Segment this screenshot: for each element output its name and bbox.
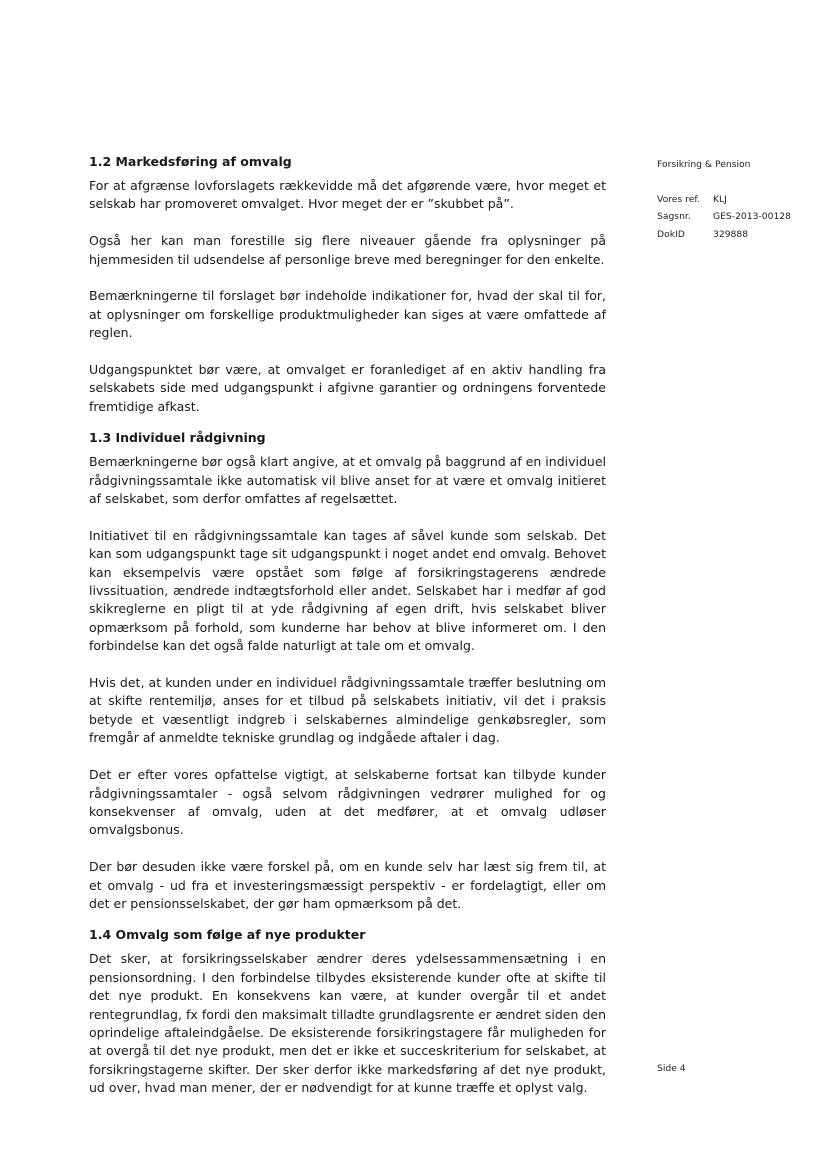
paragraph: Hvis det, at kunden under en individuel rådgivningssamtale træffer beslutning om at skifte rentemiljø, anses for et tilbud på selskabets initiativ, vil det i praksis betyde et væsentligt indgreb i selskabernes almindelige genkøbsregler, som fremgår af anmeldte tekniske grundlag og indgåede aftaler i dag. [89, 675, 606, 746]
paragraph: Udgangspunktet bør være, at omvalget er foranlediget af en aktiv handling fra selskabets side med udgangspunkt i afgivne garantier og ordningens forventede fremtidige afkast. [89, 362, 606, 414]
meta-row-doc-id [657, 226, 817, 244]
page-number: Side 4 [657, 1063, 686, 1074]
section-markedsfoering [89, 152, 606, 416]
meta-value: 329888 [713, 228, 749, 240]
document-meta-sidebar [657, 156, 817, 243]
section-heading: 1.3 Individuel rådgivning [89, 430, 266, 446]
paragraph: Det er efter vores opfattelse vigtigt, at selskaberne fortsat kan tilbyde kunder rådgivningssamtaler - også selvom rådgivningen vedrører mulighed for og konsekvenser af omvalg, uden at det medfører, at et omvalg udløser omvalgsbonus. [89, 767, 606, 838]
document-body [89, 152, 606, 1098]
section-heading: 1.4 Omvalg som følge af nye produkter [89, 927, 366, 943]
paragraph: Initiativet til en rådgivningssamtale kan tages af såvel kunde som selskab. Det kan som udgangspunkt tage sit udgangspunkt i noget andet end omvalg. Behovet kan eksempelvis være opstået som følge af forsikringstagerens ændrede livssituation, ændrede indtægtsforhold eller andet. Selskabet har i medfør af god skikreglerne en pligt til at yde rådgivning af egen drift, hvis selskabet bliver opmærksom på forhold, som kunderne har behov at blive informeret om. I den forbindelse kan det også falde naturligt at tale om et omvalg. [89, 527, 606, 654]
meta-value: KLJ [713, 193, 727, 205]
paragraph: Også her kan man forestille sig flere niveauer gående fra oplysninger på hjemmesiden til udsendelse af personlige breve med beregninger for den enkelte. [89, 233, 606, 267]
company-name: Forsikring & Pension [657, 159, 751, 170]
meta-row-case-number [657, 208, 817, 226]
paragraph: For at afgrænse lovforslagets rækkevidde må det afgørende være, hvor meget et selskab har promoveret omvalget. Hvor meget der er ”skubbet på”. [89, 178, 606, 212]
paragraph: Det sker, at forsikringsselskaber ændrer deres ydelsessammensætning i en pensionsordning. I den forbindelse tilbydes eksisterende kunder ofte at skifte til det nye produkt. En konsekvens kan være, at kunder overgår til et andet rentegrundlag, fx fordi den maksimalt tilladte grundlagsrente er ændret siden den oprindelige aftaleindgåelse. De eksisterende forsikringstagere får muligheden for at overgå til det nye produkt, men det er ikke et succeskriterium for selskabet, at forsikringstagerne skifter. Der sker derfor ikke markedsføring af det nye produkt, ud over, hvad man mener, der er nødvendigt for at kunne træffe et oplyst valg. [89, 951, 606, 1096]
section-heading: 1.2 Markedsføring af omvalg [89, 154, 292, 169]
meta-key: Vores ref. [657, 193, 700, 205]
paragraph: Der bør desuden ikke være forskel på, om en kunde selv har læst sig frem til, at et omvalg - ud fra et investeringsmæssigt perspektiv - er fordelagtigt, eller om det er pensionsselskabet, der gør ham opmærksom på det. [89, 859, 606, 911]
meta-row-reference [657, 191, 817, 209]
paragraph: Bemærkningerne til forslaget bør indeholde indikationer for, hvad der skal til for, at oplysninger om forskellige produktmuligheder kan siges at være omfattede af reglen. [89, 288, 606, 341]
paragraph: Bemærkningerne bør også klart angive, at et omvalg på baggrund af en individuel rådgivningssamtale ikke automatisk vil blive anset for at være et omvalg initieret af selskabet, som derfor omfattes af regelsættet. [89, 454, 606, 507]
meta-key: DokID [657, 228, 685, 240]
meta-key: Sagsnr. [657, 211, 691, 222]
meta-value: GES-2013-00128 [713, 211, 791, 222]
section-nye-produkter [89, 925, 606, 1097]
section-individuel-raadgivning [89, 428, 606, 913]
